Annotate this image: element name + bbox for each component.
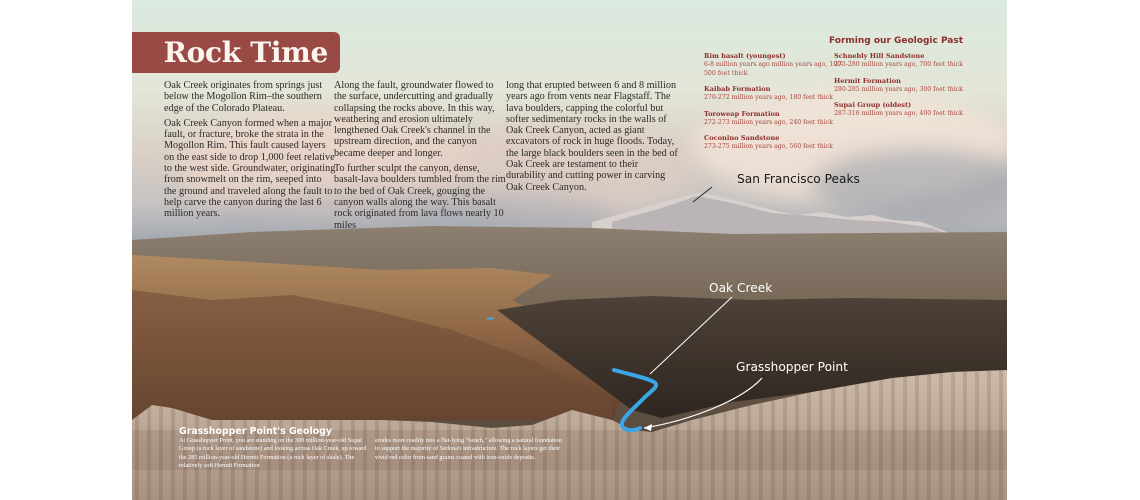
formation-item [834,77,974,95]
formation-item [834,52,974,70]
formation-desc: 272-273 million years ago, 240 feet thick [704,118,833,126]
formation-desc: 6-8 million years ago million years ago, 100-500 feet thick [704,61,844,77]
paragraph: long that erupted between 6 and 8 million years ago from vents near Flagstaff. The lava boulders, capping the colorful but softer sedimentary rocks in the walls of Oak Creek Canyon, acted as giant excavators of rock in huge floods. Today, the large black boulders seen in the bed of Oak Creek are testament to their durability and cutting power in carving Oak Creek Canyon. [506,80,678,193]
formation-list-right [834,52,974,126]
body-column-2 [334,80,506,235]
formation-item [834,101,974,119]
formation-name: Supai Group (oldest) [834,101,912,109]
formation-name: Toroweap Formation [704,109,780,118]
oak-creek-label: Oak Creek [709,281,773,295]
grasshopper-geology-col-1: At Grasshopper Point, you are standing on the 300 million-year-old Supai Group (a rock layer of sandstone) and looking across Oak Creek, up toward the 285 million-year-old Hermit Formation (a rock layer of shale). The relatively soft Hermit Formation [179,437,367,469]
formation-desc: 273-275 million years ago, 560 feet thick [704,143,833,150]
title-banner [132,32,340,73]
geologic-past-heading: Forming our Geologic Past [829,36,964,46]
san-francisco-peaks-label: San Francisco Peaks [737,172,860,186]
page-title: Rock Time [163,36,328,69]
grasshopper-geology-title: Grasshopper Point's Geology [179,426,332,437]
formation-desc: 275-280 million years ago, 700 feet thick [834,61,963,68]
body-column-1 [164,80,336,224]
formation-item [704,52,844,78]
paragraph: Along the fault, groundwater flowed to the surface, undercutting and gradually collapsing the rocks above. In this way, weathering and erosion ultimately lengthened Oak Creek's channel in the upstream direction, and the canyon became deeper and longer. [334,80,495,159]
interpretive-sign-panel [132,0,1007,500]
grasshopper-geology-col-2: erodes more readily into a flat-lying "bench," allowing a natural foundation to support the majority of Sedona's infrastructure. The rock layers get their vivid red color from sand grains coated with iron-oxide deposits. [375,437,562,461]
formation-item [704,85,844,103]
formation-name: Kaibab Formation [704,85,771,93]
formation-desc: 287-316 million years ago, 400 feet thick [834,110,963,117]
formation-item [704,134,844,152]
formation-name: Schnebly Hill Sandstone [834,52,925,60]
formation-list-left [704,52,844,159]
formation-desc: 270-272 million years ago, 180 feet thick [704,94,833,101]
formation-item [704,110,844,128]
paragraph: To further sculpt the canyon, dense, basalt-lava boulders tumbled from the rim to the bed of Oak Creek, gouging the canyon walls along the way. This basalt rock originated from lava flows nearly 10 miles [334,163,506,231]
formation-name: Coconino Sandstone [704,134,780,142]
body-column-3 [506,80,678,197]
paragraph: Oak Creek Canyon formed when a major fault, or fracture, broke the strata in the Mogollon Rim. This fault caused layers on the east side to drop 1,000 feet relative to the west side. Groundwater, originating from snowmelt on the rim, seeped into the ground and traveled along the fault to help carve the canyon during the last 6 million years. [164,117,336,220]
formation-name: Hermit Formation [834,76,901,85]
paragraph: Oak Creek originates from springs just below the Mogollon Rim–the southern edge of the Colorado Plateau. [164,80,323,114]
grasshopper-point-label: Grasshopper Point [736,360,848,374]
formation-name: Rim basalt (youngest) [704,52,786,60]
formation-desc: 280-285 million years ago, 300 feet thick [834,85,963,93]
